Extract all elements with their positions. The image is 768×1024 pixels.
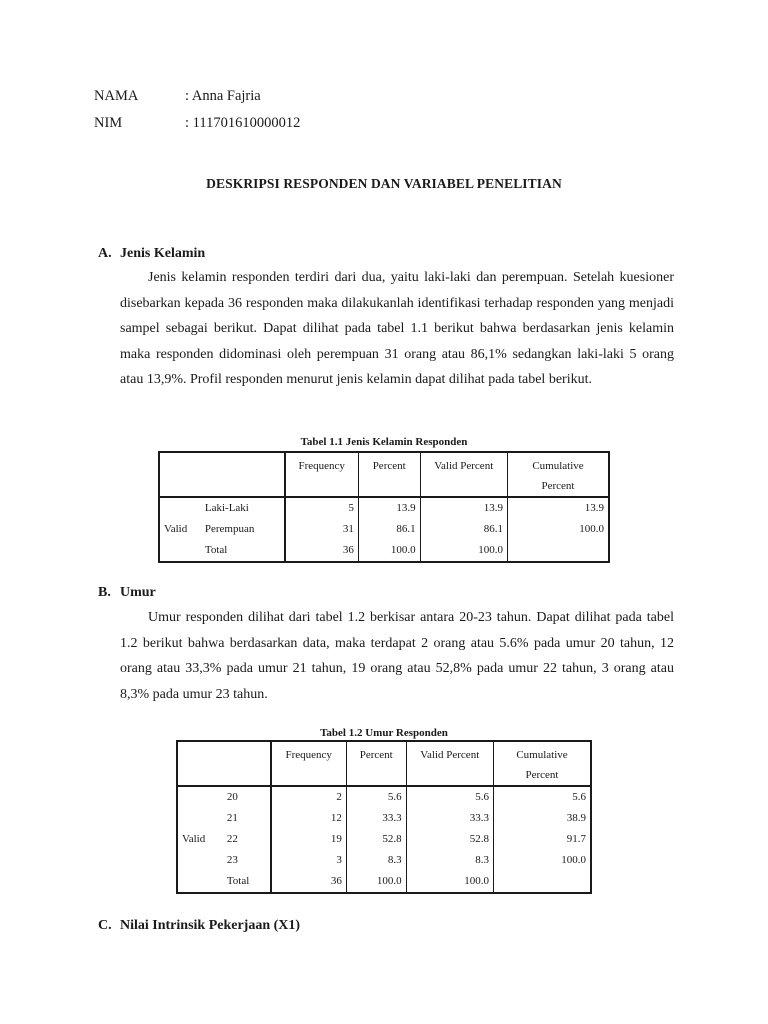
table1-header-cumulative-line2: Percent [541, 480, 575, 492]
section-b-title: Umur [120, 585, 156, 600]
table1-header-empty [159, 452, 285, 497]
table1-cell-cumulative: 13.9 [584, 502, 604, 514]
table2-cell-percent: 52.8 [346, 829, 406, 850]
table1-cell-percent: 86.1 [358, 519, 420, 540]
table2-cell-cumulative: 100.0 [561, 854, 586, 866]
table2-cell-percent: 8.3 [346, 850, 406, 871]
table2-cell-cumulative: 91.7 [566, 833, 586, 845]
table1-cell-valid-percent: 13.9 [420, 497, 507, 519]
section-b-heading [98, 585, 398, 605]
table1-header-cumulative [507, 452, 609, 497]
table1-cell-frequency: 5 [285, 497, 359, 519]
table2-row-label: Total [223, 871, 271, 893]
section-a-heading [98, 246, 398, 266]
table1-cell-frequency: 31 [285, 519, 359, 540]
table2-row-label: 22 [223, 829, 271, 850]
table1-jenis-kelamin [158, 451, 610, 563]
section-a-title: Jenis Kelamin [120, 246, 206, 261]
table2-cell-valid-percent: 5.6 [406, 786, 493, 808]
table2-header-valid-percent: Valid Percent [406, 741, 493, 786]
section-c-title: Nilai Intrinsik Pekerjaan (X1) [120, 918, 301, 933]
nim-label: NIM [94, 115, 123, 131]
section-b-letter: B. [98, 585, 111, 600]
table2-cell-percent: 5.6 [346, 786, 406, 808]
table1-cell-percent: 100.0 [358, 540, 420, 562]
table2-cell-frequency: 36 [271, 871, 347, 893]
table2-cell-frequency: 19 [271, 829, 347, 850]
section-c-heading [98, 918, 498, 938]
table2-row-label: 21 [223, 808, 271, 829]
table2-header-cumulative-line1: Cumulative [516, 749, 568, 761]
table2-cell-cumulative: 38.9 [566, 812, 586, 824]
table2-cell-percent: 33.3 [346, 808, 406, 829]
table2-header-cumulative-line2: Percent [525, 769, 559, 781]
table2-umur [176, 740, 592, 894]
table1-cell-cumulative [507, 540, 609, 562]
table2-cell-frequency: 12 [271, 808, 347, 829]
table2-cell-valid-percent: 100.0 [406, 871, 493, 893]
nama-value: : Anna Fajria [185, 88, 261, 104]
table1-row-label: Total [201, 540, 285, 562]
table1-cell-percent: 13.9 [358, 497, 420, 519]
table1-cell-valid-percent: 86.1 [420, 519, 507, 540]
table2-row-label: 23 [223, 850, 271, 871]
table2-header-percent: Percent [346, 741, 406, 786]
nama-label: NAMA [94, 88, 139, 104]
nim-value: : 111701610000012 [185, 115, 301, 131]
table2-header-empty [177, 741, 271, 786]
section-a-text: Jenis kelamin responden terdiri dari dua, yaitu laki-laki dan perempuan. Setelah kuesioner disebarkan kepada 36 responden maka dilakukanlah identifikasi terhadap responden yang menjadi sampel sebagai berikut. Dapat dilihat pada tabel 1.1 berikut bahwa berdasarkan jenis kelamin maka responden didominasi oleh perempuan 31 orang atau 86,1% sedangkan laki-laki 5 orang atau 13,9%. Profil responden menurut jenis kelamin dapat dilihat pada tabel berikut. [120, 270, 674, 388]
table1-row-label: Laki-Laki [201, 497, 285, 519]
table-row [177, 786, 591, 808]
table2-cell-frequency: 3 [271, 850, 347, 871]
table2-group-label: Valid [182, 833, 206, 845]
table-row [159, 519, 609, 540]
table2-cell-valid-percent: 33.3 [406, 808, 493, 829]
table1-header-cumulative-line1: Cumulative [532, 460, 584, 472]
table-row [159, 540, 609, 562]
table2-row-label: 20 [223, 786, 271, 808]
table2-cell-valid-percent: 8.3 [406, 850, 493, 871]
table1-caption: Tabel 1.1 Jenis Kelamin Responden [300, 436, 468, 448]
table-row [177, 871, 591, 893]
table2-header-cumulative [493, 741, 591, 786]
section-b-paragraph [120, 605, 674, 707]
table2-cell-valid-percent: 52.8 [406, 829, 493, 850]
table1-cell-frequency: 36 [285, 540, 359, 562]
table-row [177, 808, 591, 829]
section-a-paragraph [120, 265, 674, 393]
table2-cell-cumulative: 5.6 [572, 791, 586, 803]
section-c-letter: C. [98, 918, 112, 933]
section-a-letter: A. [98, 246, 112, 261]
document-title: DESKRIPSI RESPONDEN DAN VARIABEL PENELITIAN [206, 176, 562, 191]
table2-cell-cumulative [493, 871, 591, 893]
table2-cell-percent: 100.0 [346, 871, 406, 893]
table1-row-label: Perempuan [201, 519, 285, 540]
table2-caption: Tabel 1.2 Umur Responden [320, 727, 448, 739]
table-row [177, 829, 591, 850]
table1-header-percent: Percent [358, 452, 420, 497]
section-b-text: Umur responden dilihat dari tabel 1.2 berkisar antara 20-23 tahun. Dapat dilihat pada tabel 1.2 berikut bahwa berdasarkan data, maka terdapat 2 orang atau 5.6% pada umur 20 tahun, 12 orang atau 33,3% pada umur 21 tahun, 19 orang atau 52,8% pada umur 22 tahun, 3 orang atau 8,3% pada umur 23 tahun. [120, 610, 674, 702]
table1-header-valid-percent: Valid Percent [420, 452, 507, 497]
table2-header-frequency: Frequency [271, 741, 347, 786]
table2-cell-frequency: 2 [271, 786, 347, 808]
table1-header-frequency: Frequency [285, 452, 359, 497]
table1-cell-cumulative: 100.0 [579, 523, 604, 535]
table-row [177, 850, 591, 871]
table1-group-label: Valid [164, 523, 188, 535]
table1-cell-valid-percent: 100.0 [420, 540, 507, 562]
table-row [159, 497, 609, 519]
